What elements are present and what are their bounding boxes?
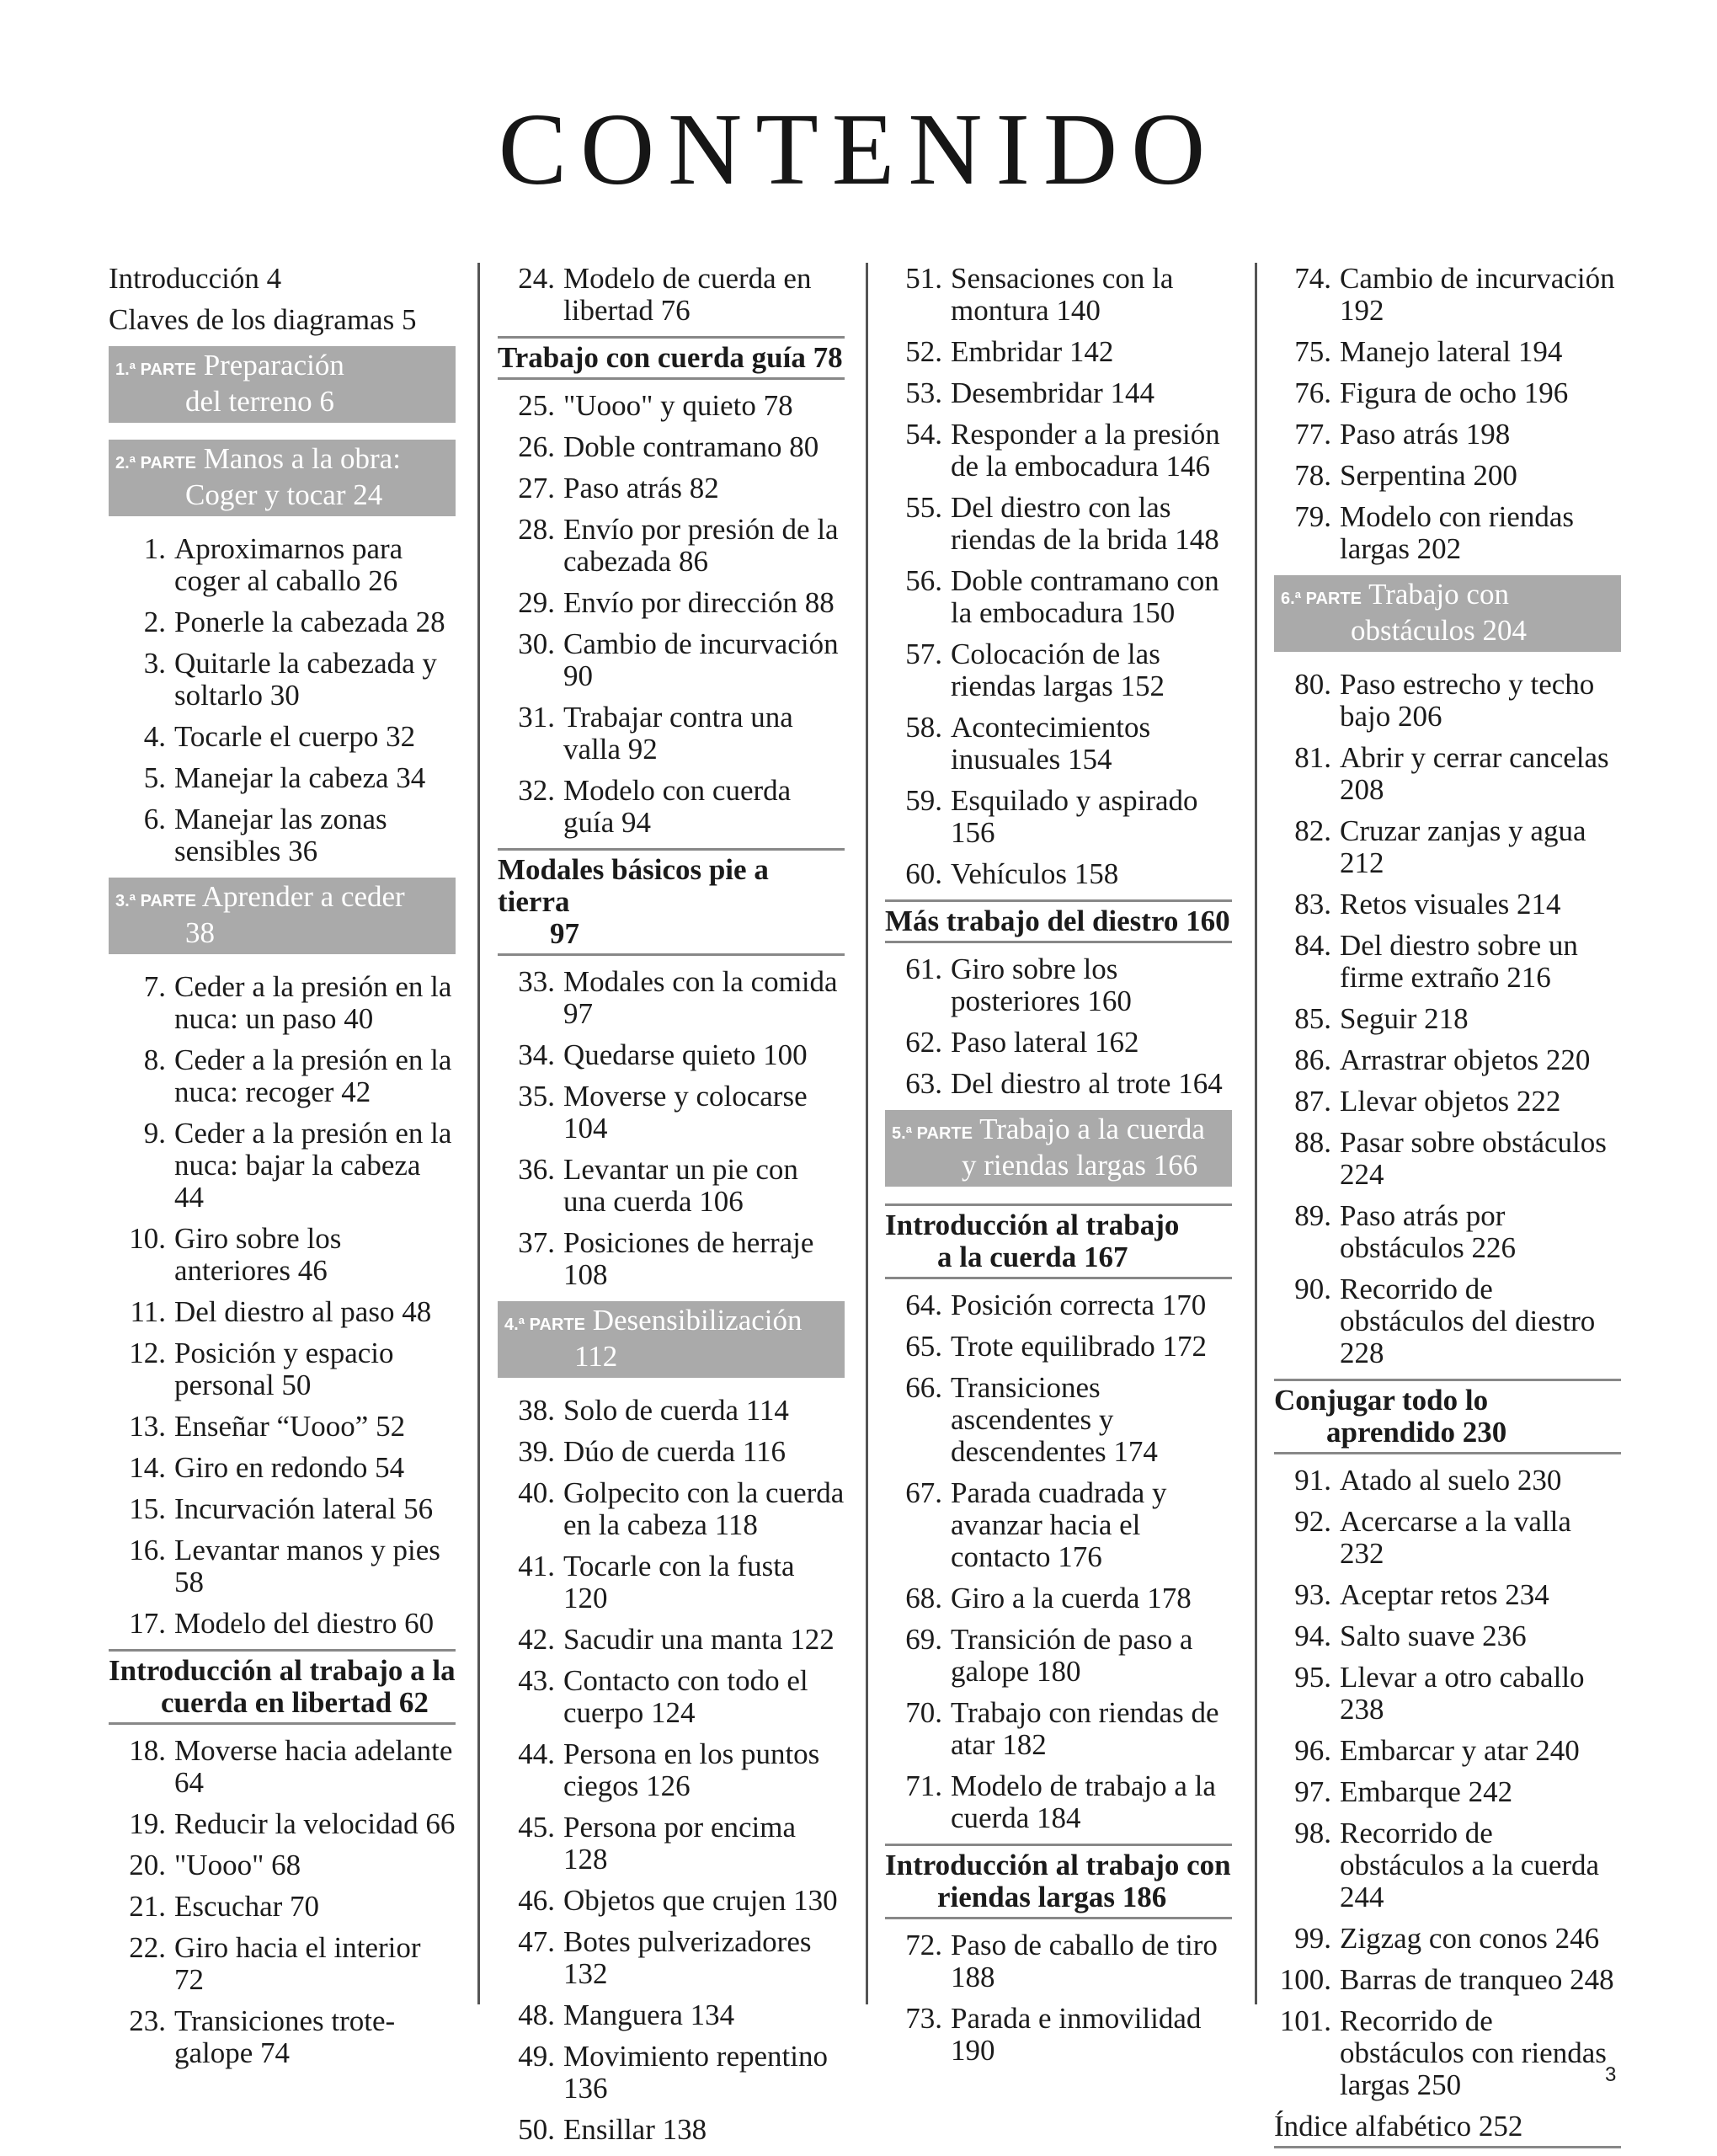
toc-entry: 90. Recorrido de obstáculos del diestro 228: [1294, 1273, 1596, 1369]
part-4-heading: 4.ª PARTE Desensibilización 112: [498, 1301, 845, 1378]
toc-entry: 64. Posición correcta 170: [905, 1289, 1207, 1321]
toc-entry: 85. Seguir 218: [1294, 1002, 1469, 1035]
toc-entry-claves: Claves de los diagramas 5: [109, 303, 417, 336]
toc-entry: 48. Manguera 134: [518, 1999, 735, 2031]
toc-entry: 57. Colocación de las riendas largas 152: [905, 638, 1165, 702]
toc-entry: 21. Escuchar 70: [129, 1890, 320, 1923]
toc-entry: 100. Barras de tranqueo 248: [1279, 1963, 1614, 1996]
toc-entry: 101. Recorrido de obstáculos con riendas largas 250: [1279, 2004, 1607, 2101]
toc-entry: 92. Acercarse a la valla 232: [1294, 1505, 1571, 1570]
part-5-heading: 5.ª PARTE Trabajo a la cuerda y riendas largas 166: [885, 1110, 1232, 1187]
toc-entry: 74. Cambio de incurvación 192: [1294, 262, 1615, 327]
toc-entry: 49. Movimiento repentino 136: [518, 2040, 828, 2105]
toc-entry: 47. Botes pulverizadores 132: [518, 1925, 812, 1990]
toc-entry: 26. Doble contramano 80: [518, 430, 819, 463]
toc-entry: 32. Modelo con cuerda guía 94: [518, 774, 792, 839]
toc-entry: 99. Zigzag con conos 246: [1294, 1922, 1600, 1955]
toc-entry: 88. Pasar sobre obstáculos 224: [1294, 1126, 1607, 1191]
toc-entry: 51. Sensaciones con la montura 140: [905, 262, 1174, 327]
section-heading: Más trabajo del diestro 160: [885, 899, 1232, 943]
toc-entry: 96. Embarcar y atar 240: [1294, 1734, 1580, 1767]
toc-entry: 82. Cruzar zanjas y agua 212: [1294, 814, 1586, 879]
section-heading: Modales básicos pie a tierra 97: [498, 848, 845, 956]
toc-entry: 67. Parada cuadrada y avanzar hacia el contacto 176: [905, 1476, 1167, 1573]
toc-entry: 69. Transición de paso a galope 180: [905, 1623, 1193, 1688]
toc-entry: 3. Quitarle la cabezada y soltarlo 30: [143, 647, 437, 712]
toc-entry: 62. Paso lateral 162: [905, 1026, 1139, 1059]
toc-entry: 59. Esquilado y aspirado 156: [905, 784, 1198, 849]
toc-entry: 56. Doble contramano con la embocadura 150: [905, 564, 1219, 629]
toc-entry: 44. Persona en los puntos ciegos 126: [518, 1737, 820, 1802]
toc-entry: 16. Levantar manos y pies 58: [129, 1534, 440, 1598]
toc-entry: 8. Ceder a la presión en la nuca: recoger 42: [143, 1043, 452, 1108]
toc-entry-introduccion: Introducción 4: [109, 262, 282, 295]
toc-entry: 97. Embarque 242: [1294, 1775, 1513, 1808]
toc-entry: 46. Objetos que crujen 130: [518, 1884, 838, 1917]
toc-entry: 89. Paso atrás por obstáculos 226: [1294, 1199, 1517, 1264]
toc-entry: 1. Aproximarnos para coger al caballo 26: [143, 532, 403, 597]
toc-entry: 14. Giro en redondo 54: [129, 1451, 405, 1484]
toc-entry: 45. Persona por encima 128: [518, 1811, 797, 1876]
toc-entry: 40. Golpecito con la cuerda en la cabeza 118: [518, 1476, 845, 1541]
toc-column-4: [1274, 263, 1621, 2148]
toc-entry: 91. Atado al suelo 230: [1294, 1464, 1562, 1497]
part-6-heading: 6.ª PARTE Trabajo con obstáculos 204: [1274, 575, 1621, 652]
toc-entry: 35. Moverse y colocarse 104: [518, 1080, 808, 1145]
section-heading: Conjugar todo lo aprendido 230: [1274, 1379, 1621, 1454]
toc-entry: 28. Envío por presión de la cabezada 86: [518, 513, 839, 578]
toc-entry: 98. Recorrido de obstáculos a la cuerda 244: [1294, 1817, 1600, 1913]
part-3-heading: 3.ª PARTE Aprender a ceder 38: [109, 878, 456, 954]
toc-column-3: [885, 263, 1232, 2076]
toc-entry: 93. Aceptar retos 234: [1294, 1578, 1549, 1611]
toc-entry: 61. Giro sobre los posteriores 160: [905, 953, 1132, 1017]
toc-entry: 71. Modelo de trabajo a la cuerda 184: [905, 1769, 1216, 1834]
column-divider: [1255, 263, 1257, 2004]
toc-entry: 52. Embridar 142: [905, 335, 1114, 368]
toc-entry: 10. Giro sobre los anteriores 46: [129, 1222, 342, 1287]
toc-entry: 86. Arrastrar objetos 220: [1294, 1043, 1591, 1076]
toc-entry: 55. Del diestro con las riendas de la brida 148: [905, 491, 1219, 556]
toc-entry: 77. Paso atrás 198: [1294, 418, 1511, 451]
toc-entry: 58. Acontecimientos inusuales 154: [905, 711, 1151, 776]
section-heading: Trabajo con cuerda guía 78: [498, 336, 845, 380]
toc-entry: 6. Manejar las zonas sensibles 36: [143, 803, 387, 867]
toc-entry: 81. Abrir y cerrar cancelas 208: [1294, 741, 1609, 806]
toc-entry: 9. Ceder a la presión en la nuca: bajar la cabeza 44: [143, 1117, 452, 1214]
toc-entry: 66. Transiciones ascendentes y descendentes 174: [905, 1371, 1158, 1468]
toc-entry: 80. Paso estrecho y techo bajo 206: [1294, 668, 1595, 733]
toc-entry: 17. Modelo del diestro 60: [129, 1607, 435, 1640]
toc-entry: 53. Desembridar 144: [905, 376, 1155, 409]
toc-entry: 70. Trabajo con riendas de atar 182: [905, 1696, 1219, 1761]
toc-entry: 34. Quedarse quieto 100: [518, 1038, 808, 1071]
toc-entry: 18. Moverse hacia adelante 64: [129, 1734, 453, 1799]
toc-entry: 43. Contacto con todo el cuerpo 124: [518, 1664, 808, 1729]
toc-entry: 15. Incurvación lateral 56: [129, 1492, 434, 1525]
toc-entry: 65. Trote equilibrado 172: [905, 1330, 1207, 1363]
part-2-heading: 2.ª PARTE Manos a la obra: Coger y tocar 24: [109, 440, 456, 516]
toc-entry-indice: Índice alfabético 252: [1274, 2111, 1621, 2148]
toc-entry: 22. Giro hacia el interior 72: [129, 1931, 421, 1996]
toc-entry: 7. Ceder a la presión en la nuca: un paso 40: [143, 970, 452, 1035]
toc-column-2: [498, 263, 845, 2155]
toc-column-1: [109, 263, 456, 2079]
toc-entry: 73. Parada e inmovilidad 190: [905, 2002, 1202, 2067]
toc-entry: 87. Llevar objetos 222: [1294, 1085, 1561, 1118]
toc-entry: 38. Solo de cuerda 114: [518, 1394, 789, 1427]
toc-entry: 12. Posición y espacio personal 50: [129, 1337, 394, 1401]
toc-entry: 78. Serpentina 200: [1294, 459, 1517, 492]
toc-entry: 29. Envío por dirección 88: [518, 586, 835, 619]
toc-entry: 42. Sacudir una manta 122: [518, 1623, 835, 1656]
toc-entry: 68. Giro a la cuerda 178: [905, 1582, 1192, 1614]
toc-entry: 54. Responder a la presión de la embocadura 146: [905, 418, 1220, 483]
column-divider: [866, 263, 868, 2004]
toc-entry: 24. Modelo de cuerda en libertad 76: [518, 262, 812, 327]
toc-entry: 37. Posiciones de herraje 108: [518, 1226, 814, 1291]
column-divider: [477, 263, 480, 2004]
toc-entry: 50. Ensillar 138: [518, 2113, 707, 2146]
toc-entry: 23. Transiciones trote-galope 74: [129, 2004, 396, 2069]
page-number: 3: [1605, 2063, 1617, 2086]
toc-entry: 83. Retos visuales 214: [1294, 888, 1561, 921]
toc-entry: 13. Enseñar “Uooo” 52: [129, 1410, 406, 1443]
toc-entry: 72. Paso de caballo de tiro 188: [905, 1929, 1218, 1993]
toc-entry: 19. Reducir la velocidad 66: [129, 1807, 456, 1840]
part-1-heading: 1.ª PARTE Preparación del terreno 6: [109, 346, 456, 423]
toc-entry: 79. Modelo con riendas largas 202: [1294, 500, 1574, 565]
toc-entry: 33. Modales con la comida 97: [518, 965, 838, 1030]
toc-entry: 36. Levantar un pie con una cuerda 106: [518, 1153, 798, 1218]
toc-entry: 20. "Uooo" 68: [129, 1849, 301, 1881]
toc-entry: 84. Del diestro sobre un firme extraño 216: [1294, 929, 1578, 994]
toc-entry: 41. Tocarle con la fusta 120: [518, 1550, 795, 1614]
toc-entry: 25. "Uooo" y quieto 78: [518, 389, 793, 422]
section-heading: Introducción al trabajo con riendas largas 186: [885, 1844, 1232, 1919]
toc-entry: 27. Paso atrás 82: [518, 472, 719, 504]
toc-entry: 94. Salto suave 236: [1294, 1620, 1527, 1652]
page-title: CONTENIDO: [498, 93, 1219, 206]
toc-entry: 60. Vehículos 158: [905, 857, 1119, 890]
toc-entry: 75. Manejo lateral 194: [1294, 335, 1563, 368]
toc-entry: 39. Dúo de cuerda 116: [518, 1435, 787, 1468]
toc-entry: 5. Manejar la cabeza 34: [143, 761, 426, 794]
toc-entry: 11. Del diestro al paso 48: [130, 1295, 432, 1328]
toc-entry: 30. Cambio de incurvación 90: [518, 627, 839, 692]
section-heading: Introducción al trabajo a la cuerda en libertad 62: [109, 1649, 456, 1725]
toc-entry: 31. Trabajar contra una valla 92: [518, 701, 793, 766]
toc-entry: 63. Del diestro al trote 164: [905, 1067, 1223, 1100]
toc-entry: 76. Figura de ocho 196: [1294, 376, 1569, 409]
toc-entry: 4. Tocarle el cuerpo 32: [143, 720, 416, 753]
toc-entry: 95. Llevar a otro caballo 238: [1294, 1661, 1585, 1726]
toc-entry: 2. Ponerle la cabezada 28: [143, 606, 445, 638]
section-heading: Introducción al trabajo a la cuerda 167: [885, 1203, 1232, 1279]
